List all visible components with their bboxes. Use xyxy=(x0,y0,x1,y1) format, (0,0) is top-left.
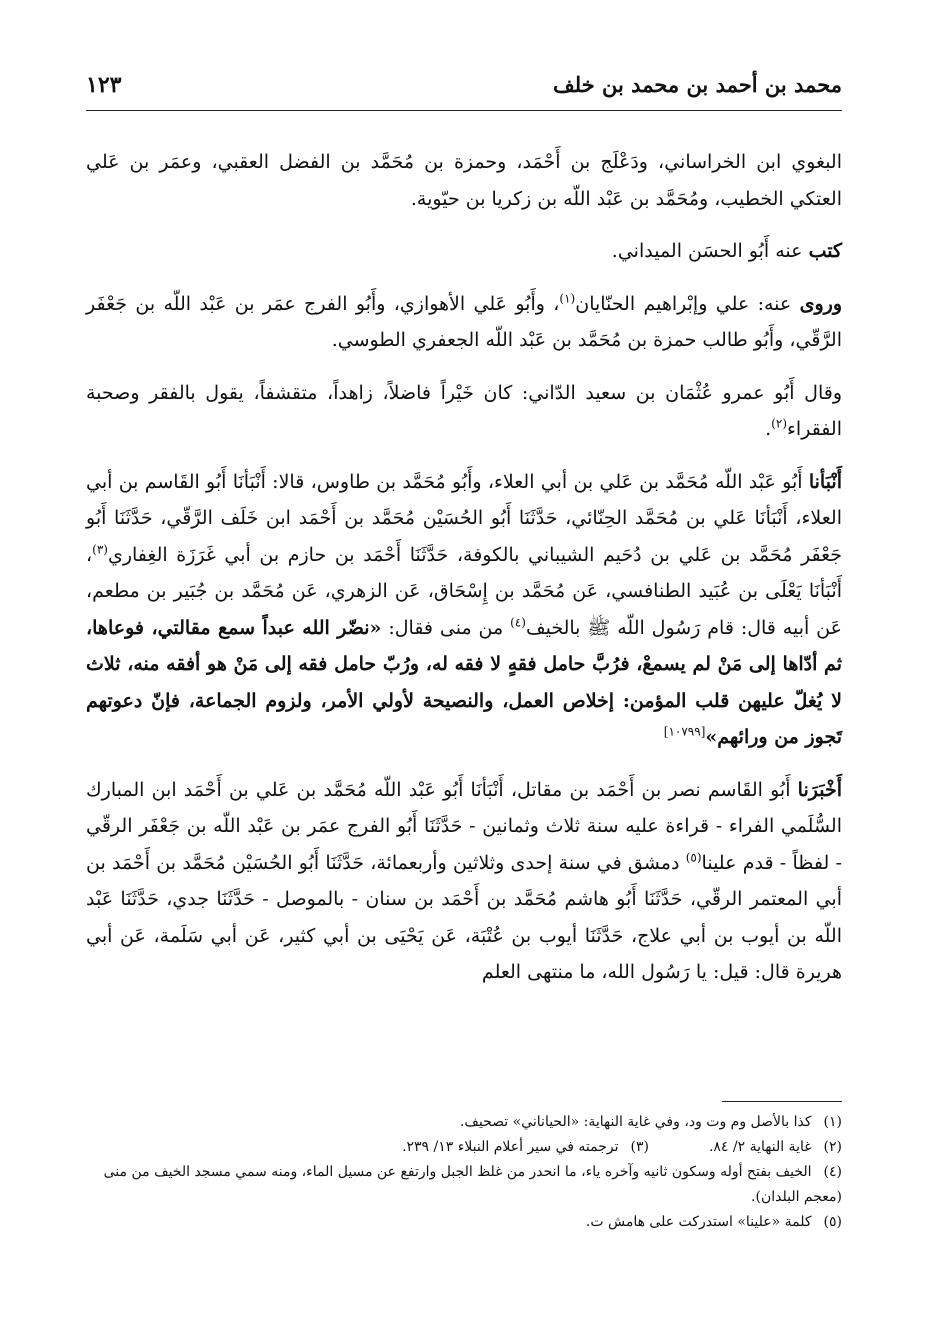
footnotes xyxy=(86,1110,842,1235)
paragraph-1 xyxy=(86,144,842,217)
paragraph-text: . xyxy=(765,418,772,440)
paragraph-lead: كتب xyxy=(808,240,842,262)
paragraph-text: ، أَنْبَأنَا يَعْلَى بن عُبَيد الطنافسي، عَن مُحَمَّد بن إِسْحَاق، عَن الزهري، عَن مُحَمَّد بن جُبَير بن مطعم، عَن أبيه قال: قام رَسُول اللّه ﷺ بالخيف xyxy=(86,543,842,639)
running-title: محمد بن أحمد بن محمد بن خلف xyxy=(553,72,842,97)
hadith-text: «نضّر الله عبداً سمع مقالتي، فوعاها، ثم أدّاها إلى مَنْ لم يسمعْ، فرُبَّ حامل فقهٍ لا فقه له، ورُبّ حامل فقه إلى مَنْ هو أفقه منه، ثلاث لا يُغلّ عليهن قلب المؤمن: إخلاص العمل، والنصيحة لأولي الأمر، ولزوم الجماعة، فإنّ دعوتهم تَجوز من ورائهم» xyxy=(86,616,842,748)
paragraph-text: عنه: علي وإبْراهيم الحنّايان xyxy=(575,292,792,315)
paragraph-text: ، وأَبُو عَلي الأهوازي، وأَبُو الفرج عمَر بن عَبْد اللّه بن جَعْفَر الرَّقّي، وأَبُو طالب حمزة بن مُحَمَّد بن عَبْد اللّه الجعفري الطوسي. xyxy=(86,292,842,351)
footnote-ref[interactable]: (١) xyxy=(559,291,576,306)
paragraph-text: أَبُو القَاسم نصر بن أَحْمَد بن مقاتل، أَنْبَأنَا أَبُو عَبْد اللّه مُحَمَّد بن عَلي بن أَحْمَد ابن المبارك السُّلَمي الفراء - قراءة عليه سنة ثلاث وثمانين - حَدَّثَنَا أَبُو الفرج عمَر بن عَبْد اللّه بن جَعْفَر الرقّي - لفظاً - قدم علينا xyxy=(86,778,842,874)
paragraph-text: من منى فقال: xyxy=(381,616,511,639)
footnote-3 xyxy=(402,1135,649,1160)
footnote-ref[interactable]: (٤) xyxy=(510,615,526,630)
footnote-2-3 xyxy=(86,1135,842,1160)
footnote-ref[interactable]: (٥) xyxy=(685,850,702,865)
paragraph-text: البغوي ابن الخراساني، ودَعْلَج بن أَحْمَد، وحمزة بن مُحَمَّد بن الفضل العقبي، وعمَر بن عَلي العتكي الخطيب، ومُحَمَّد بن عَبْد اللّه بن زكريا بن حيّوية. xyxy=(86,151,842,210)
paragraph-3 xyxy=(86,286,842,359)
paragraph-6 xyxy=(86,772,842,991)
footnote-text: كلمة «علينا» استدركت على هامش ت. xyxy=(585,1214,812,1230)
footnote-4 xyxy=(86,1160,842,1210)
footnote-5 xyxy=(86,1210,842,1235)
paragraph-lead: أَخْبَرَنا xyxy=(797,778,842,801)
footnote-number: (١) xyxy=(823,1114,842,1130)
paragraph-lead: وروى xyxy=(799,292,842,315)
paragraph-text: عنه أَبُو الحسَن الميداني. xyxy=(611,240,803,262)
page-header xyxy=(86,72,842,106)
footnote-2 xyxy=(709,1135,842,1160)
header-rule xyxy=(86,110,842,111)
footnote-text: الخيف بفتح أوله وسكون ثانيه وآخره ياء، ما انحدر من غلظ الجبل وارتفع عن مسيل الماء، ومنه سمي مسجد الخيف من منى (معجم البلدان). xyxy=(103,1164,842,1205)
paragraph-4 xyxy=(86,375,842,448)
footnote-ref[interactable]: (٣) xyxy=(92,542,108,557)
paragraph-text: أَبُو عَبْد اللّه مُحَمَّد بن عَلي بن أبي العلاء، وأَبُو مُحَمَّد بن طاوس، قالا: أَنْبَأنَا أَبُو القَاسم بن أبي العلاء، أَنْبَأنَا عَلي بن مُحَمَّد الحِنّائي، حَدَّثَنَا أَبُو الحُسَيْن مُحَمَّد بن أَحْمَد ابن خَلَف الرَّقّي، حَدَّثَنَا أَبُو جَعْفَر مُحَمَّد بن عَلي بن دُحَيم الشيباني بالكوفة، حَدَّثَنَا أَحْمَد بن حازم بن أبي غَرَزَة الغِفاري xyxy=(86,470,842,566)
paragraph-2 xyxy=(86,233,842,270)
paragraph-5 xyxy=(86,464,842,756)
main-text xyxy=(86,144,842,1007)
footnote-number: (٥) xyxy=(823,1214,842,1230)
paragraph-text: وقال أَبُو عمرو عُثْمَان بن سعيد الدّاني: كان خَيْراً فاضلاً، زاهداً، متقشفاً، يقول بالفقر وصحبة الفقراء xyxy=(86,381,842,440)
footnote-number: (٤) xyxy=(823,1164,842,1180)
footnote-ref[interactable]: (٢) xyxy=(771,416,787,431)
footnote-number: (٢) xyxy=(823,1139,842,1155)
footnote-rule xyxy=(722,1101,842,1102)
hadith-number: [١٠٧٩٩] xyxy=(663,724,706,739)
footnote-1 xyxy=(86,1110,842,1135)
footnote-number: (٣) xyxy=(630,1139,649,1155)
footnote-text: كذا بالأصل وم وت ود، وفي غاية النهاية: «الحياناني» تصحيف. xyxy=(459,1114,812,1130)
paragraph-text: دمشق في سنة إحدى وثلاثين وأربعمائة، حَدَّثَنَا أَبُو الحُسَيْن مُحَمَّد بن أَحْمَد بن أبي المعتمر الرقّي، حَدَّثَنَا أَبُو هاشم مُحَمَّد بن أَحْمَد بن سنان - بالموصل - حَدَّثَنَا جدي، حَدَّثَنَا عَبْد اللّه بن أيوب بن أبي علاج، حَدَّثَنَا أيوب بن عُتْبَة، عَن يَحْيَى بن أبي كثير، عَن أبي سَلَمة، عَن أبي هريرة قال: قيل: يا رَسُول الله، ما منتهى العلم xyxy=(86,851,842,983)
page-number: ١٢٣ xyxy=(86,72,122,98)
footnote-text: غاية النهاية ٢/ ٨٤. xyxy=(708,1139,812,1155)
paragraph-lead: أَنْبَأنا xyxy=(808,470,842,493)
footnote-text: ترجمته في سير أعلام النبلاء ١٣/ ٢٣٩. xyxy=(402,1139,619,1155)
